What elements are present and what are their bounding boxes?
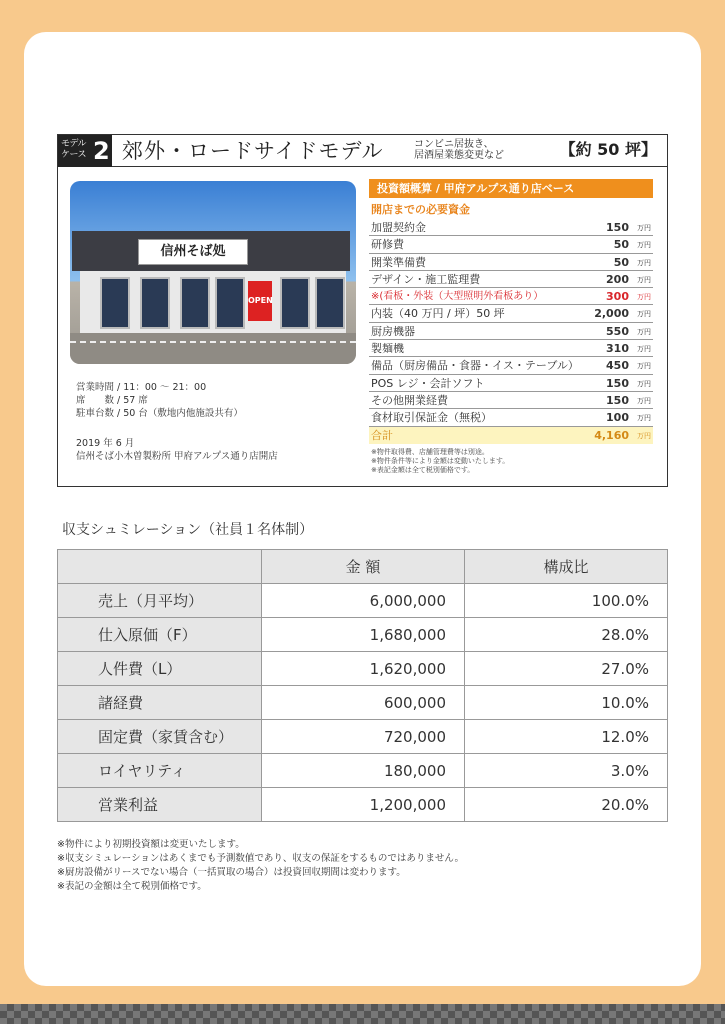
photo-parking-lines (70, 341, 356, 343)
table-row (58, 584, 668, 618)
cost-unit: 万円 (637, 258, 651, 267)
photo-parking (70, 333, 356, 364)
simulation-table (57, 549, 668, 822)
footnote: ※物件により初期投資額は変更いたします。 (57, 839, 245, 850)
cost-subheader: 開店までの必要資金 (371, 203, 470, 216)
footnote: ※表記の金額は全て税別価格です。 (57, 881, 207, 892)
cost-value: 200 (606, 272, 629, 286)
cost-unit: 万円 (637, 275, 651, 284)
photo-open-banner: OPEN (248, 281, 272, 321)
cost-row (369, 288, 653, 305)
cost-note: ※物件条件等により金額は変動いたします。 (371, 456, 510, 465)
model-size: 【約 50 坪】 (559, 140, 657, 159)
cell-name: 売上（月平均） (58, 584, 262, 618)
cost-value: 2,000 (594, 307, 629, 321)
cost-value: 100 (606, 411, 629, 425)
cell-amount: 1,200,000 (262, 788, 465, 822)
table-header-row (58, 550, 668, 584)
cost-unit: 万円 (637, 396, 651, 405)
simulation-title: 収支シュミレーション（社員１名体制） (62, 522, 314, 538)
store-parking: 駐車台数 / 50 台（敷地内他施設共有） (76, 408, 243, 419)
cost-value: 50 (613, 238, 629, 252)
cost-note: ※物件取得費、店舗管理費等は別途。 (371, 447, 489, 456)
cell-name: 営業利益 (58, 788, 262, 822)
footnotes (57, 838, 464, 894)
cost-label: 備品（厨房備品・食器・イス・テーブル） (371, 359, 579, 373)
cost-label: ※(看板・外装（大型照明外看板あり） (371, 291, 544, 303)
header-ratio: 構成比 (465, 550, 668, 584)
cost-panel (369, 179, 653, 475)
table-row (58, 754, 668, 788)
cost-label: 研修費 (371, 238, 404, 252)
cost-row (369, 409, 653, 426)
cell-name: ロイヤリティ (58, 754, 262, 788)
cost-value: 450 (606, 359, 629, 373)
cost-label: 製麺機 (371, 342, 404, 356)
cell-amount: 1,680,000 (262, 618, 465, 652)
cell-name: 仕入原価（F） (58, 618, 262, 652)
cost-row (369, 254, 653, 271)
cell-amount: 6,000,000 (262, 584, 465, 618)
photo-window (215, 277, 245, 329)
cell-ratio: 100.0% (465, 584, 668, 618)
cell-ratio: 20.0% (465, 788, 668, 822)
photo-window (100, 277, 130, 329)
cell-ratio: 10.0% (465, 686, 668, 720)
cost-value: 300 (606, 290, 629, 304)
cost-row (369, 357, 653, 374)
model-title: 郊外・ロードサイドモデル (122, 139, 384, 163)
cost-label: POS レジ・会計ソフト (371, 376, 485, 390)
cell-amount: 1,620,000 (262, 652, 465, 686)
cost-unit: 万円 (637, 310, 651, 319)
table-row (58, 720, 668, 754)
table-row (58, 652, 668, 686)
cell-ratio: 12.0% (465, 720, 668, 754)
store-photo (70, 181, 356, 364)
cost-unit: 万円 (637, 362, 651, 371)
cell-amount: 600,000 (262, 686, 465, 720)
cost-total-row (369, 427, 653, 444)
cost-label: 加盟契約金 (371, 221, 426, 234)
cost-value: 150 (606, 393, 629, 407)
cost-label: 食材取引保証金（無税） (371, 411, 492, 425)
case-badge (58, 135, 112, 167)
cost-value: 50 (613, 255, 629, 269)
cost-label: 合計 (371, 428, 393, 442)
cost-notes (369, 448, 653, 475)
cell-ratio: 28.0% (465, 618, 668, 652)
table-row (58, 686, 668, 720)
cost-label: その他開業経費 (371, 393, 448, 407)
cost-label: 厨房機器 (371, 324, 415, 338)
cost-label: 内装（40 万円 / 坪）50 坪 (371, 307, 505, 321)
photo-window (180, 277, 210, 329)
cost-value: 150 (606, 376, 629, 390)
cell-amount: 720,000 (262, 720, 465, 754)
cost-unit: 万円 (637, 293, 651, 302)
simulation-body (58, 584, 668, 822)
store-opening (76, 437, 278, 463)
opening-store-name: 信州そば小木曽製粉所 甲府アルプス通り店開店 (76, 451, 278, 462)
cost-note: ※表記金額は全て税別価格です。 (371, 465, 475, 474)
bottom-pattern-band (0, 1004, 725, 1024)
store-info (76, 381, 243, 420)
table-row (58, 788, 668, 822)
cost-row (369, 323, 653, 340)
cost-row (369, 392, 653, 409)
cost-value: 310 (606, 342, 629, 356)
cost-label: 開業準備費 (371, 255, 426, 269)
photo-window (140, 277, 170, 329)
header-amount: 金 額 (262, 550, 465, 584)
cost-header: 投資額概算 / 甲府アルプス通り店ベース (369, 179, 653, 198)
store-seats: 席 数 / 57 席 (76, 395, 148, 406)
cost-unit: 万円 (637, 414, 651, 423)
cost-value: 550 (606, 324, 629, 338)
cost-value: 4,160 (594, 428, 629, 442)
cell-name: 固定費（家賃含む） (58, 720, 262, 754)
footnote: ※厨房設備がリースでない場合（一括買取の場合）は投資回収期間は変わります。 (57, 867, 406, 878)
cost-value: 150 (606, 221, 629, 234)
model-subtitle: コンビニ居抜き、 居酒屋業態変更など (414, 139, 504, 161)
cost-row (369, 305, 653, 322)
header-blank (58, 550, 262, 584)
cost-label: デザイン・施工監理費 (371, 272, 481, 286)
cost-unit: 万円 (637, 431, 651, 440)
cost-unit: 万円 (637, 345, 651, 354)
cell-name: 諸経費 (58, 686, 262, 720)
cost-row (369, 219, 653, 236)
cost-unit: 万円 (637, 224, 651, 232)
cell-ratio: 27.0% (465, 652, 668, 686)
store-hours: 営業時間 / 11：00 〜 21：00 (76, 382, 207, 393)
table-row (58, 618, 668, 652)
opening-date: 2019 年 6 月 (76, 438, 135, 449)
cell-ratio: 3.0% (465, 754, 668, 788)
cost-row (369, 375, 653, 392)
model-header (58, 135, 667, 167)
model-case-box (57, 134, 668, 487)
cost-row (369, 271, 653, 288)
case-label: モデル ケース (61, 139, 87, 160)
cost-row (369, 340, 653, 357)
cost-unit: 万円 (637, 327, 651, 336)
photo-window (280, 277, 310, 329)
cost-rows (369, 219, 653, 444)
cost-row (369, 236, 653, 253)
footnote: ※収支シミュレーションはあくまでも予測数値であり、収支の保証をするものではありません。 (57, 853, 464, 864)
cost-unit: 万円 (637, 379, 651, 388)
photo-signboard: 信州そば処 (138, 239, 248, 265)
cost-unit: 万円 (637, 241, 651, 250)
photo-window (315, 277, 345, 329)
cell-amount: 180,000 (262, 754, 465, 788)
cell-name: 人件費（L） (58, 652, 262, 686)
case-number: 2 (93, 137, 110, 165)
